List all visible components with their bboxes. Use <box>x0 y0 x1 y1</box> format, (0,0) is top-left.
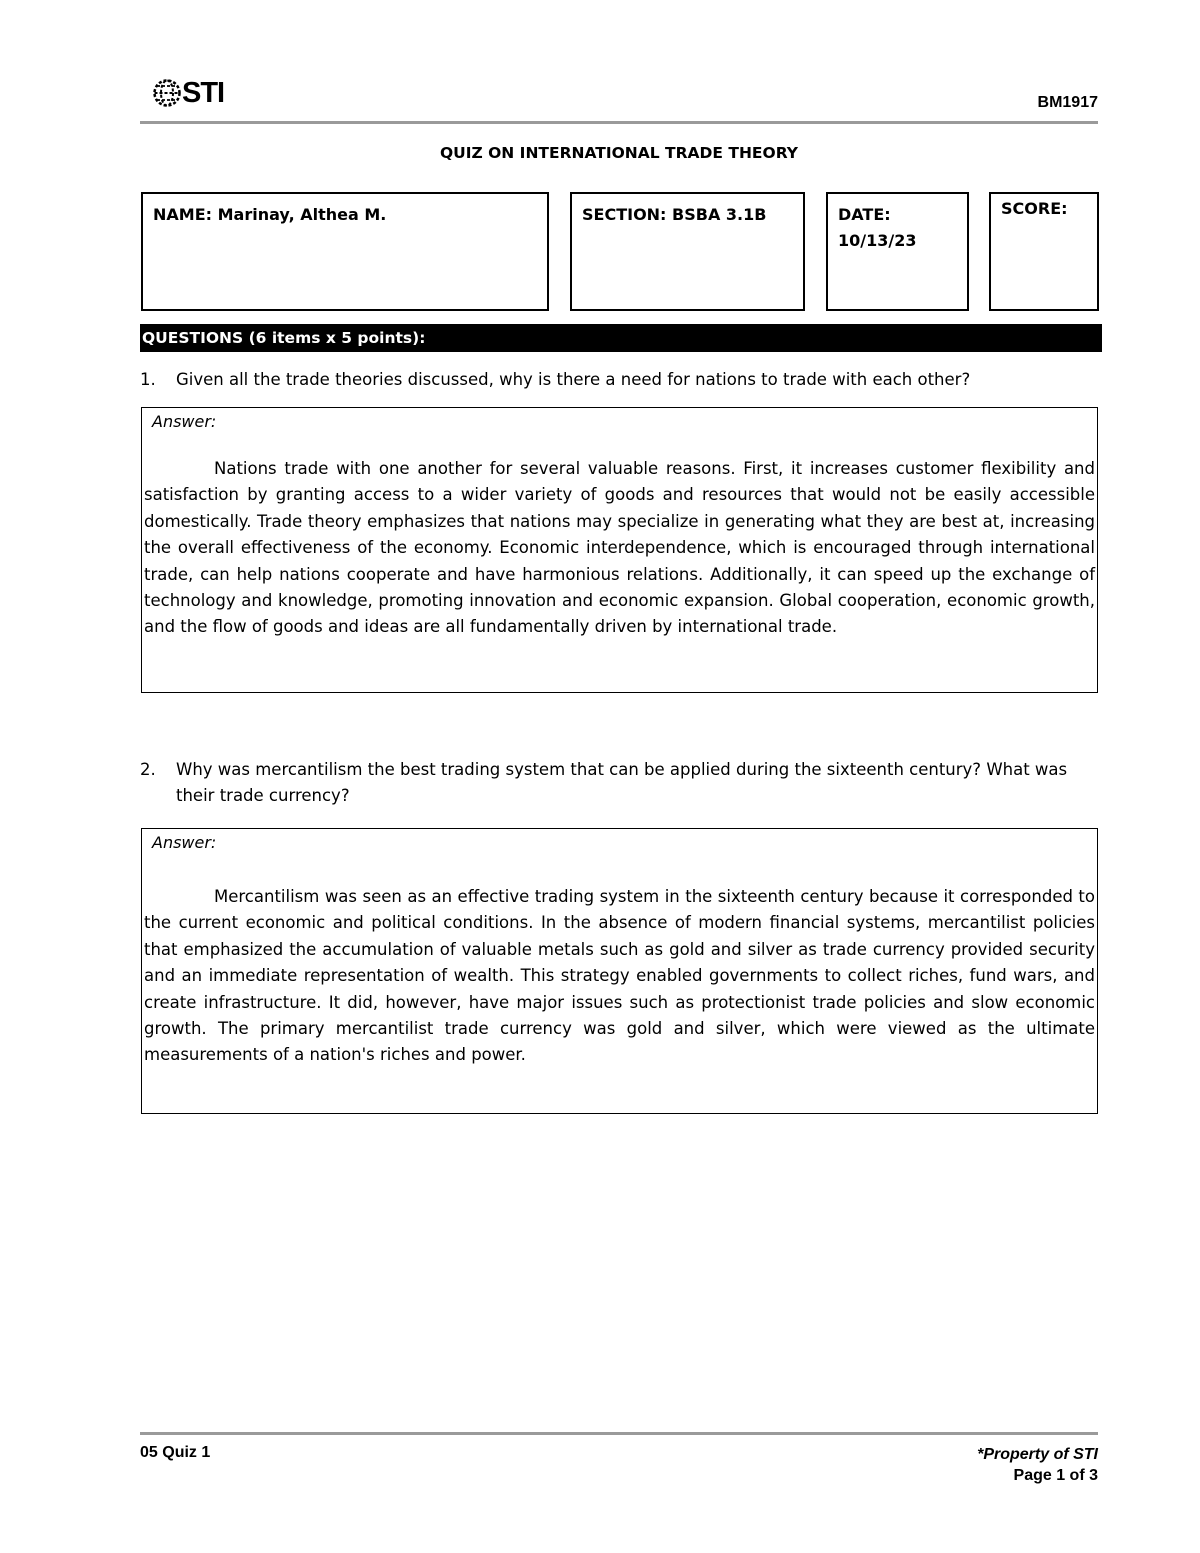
date-value: 10/13/23 <box>838 231 917 250</box>
property-notice: *Property of STI <box>977 1446 1098 1463</box>
section-box[interactable] <box>570 192 805 311</box>
date-box[interactable] <box>826 192 969 311</box>
footer-right <box>977 1444 1098 1486</box>
score-box[interactable] <box>989 192 1099 311</box>
question-1 <box>140 367 1098 393</box>
logo-text: STI <box>182 76 225 109</box>
answer-label: Answer: <box>152 412 217 431</box>
section-field: SECTION: BSBA 3.1B <box>582 205 767 224</box>
questions-header: QUESTIONS (6 items x 5 points): <box>140 324 1102 352</box>
question-number: 2. <box>140 760 156 779</box>
name-field: NAME: Marinay, Althea M. <box>153 205 387 224</box>
date-label: DATE: <box>838 205 891 224</box>
sti-logo <box>152 78 224 108</box>
footer-divider <box>140 1432 1098 1435</box>
score-label: SCORE: <box>1001 199 1068 218</box>
document-code: BM1917 <box>1037 94 1098 111</box>
question-text: Given all the trade theories discussed, why is there a need for nations to trade with each other? <box>176 370 971 389</box>
answer-text: Nations trade with one another for several valuable reasons. First, it increases customer flexibility and satisfaction by granting access to a wider variety of goods and resources that would not be easily accessible domestically. Trade theory emphasizes that nations may specialize in generating what they are best at, increasing the overall effectiveness of the economy. Economic interdependence, which is encouraged through international trade, can help nations cooperate and have harmonious relations. Additionally, it can speed up the exchange of technology and knowledge, promoting innovation and economic expansion. Global cooperation, economic growth, and the flow of goods and ideas are all fundamentally driven by international trade. <box>144 459 1095 637</box>
header-divider <box>140 121 1098 124</box>
page-title: QUIZ ON INTERNATIONAL TRADE THEORY <box>439 144 799 162</box>
answer-box-1[interactable] <box>141 407 1098 693</box>
answer-text: Mercantilism was seen as an effective trading system in the sixteenth century because it corresponded to the current economic and political conditions. In the absence of modern financial systems, mercantilist policies that emphasized the accumulation of valuable metals such as gold and silver as trade currency provided security and an immediate representation of wealth. This strategy enabled governments to collect riches, fund wars, and create infrastructure. It did, however, have major issues such as protectionist trade policies and slow economic growth. The primary mercantilist trade currency was gold and silver, which were viewed as the ultimate measurements of a nation's riches and power. <box>144 887 1095 1065</box>
globe-icon <box>152 78 182 108</box>
page-number: Page 1 of 3 <box>1013 1467 1098 1484</box>
question-number: 1. <box>140 370 156 389</box>
footer-quiz-label: 05 Quiz 1 <box>140 1444 211 1461</box>
question-2 <box>140 757 1098 809</box>
answer-box-2[interactable] <box>141 828 1098 1114</box>
question-text: Why was mercantilism the best trading system that can be applied during the sixteenth century? What was their trade currency? <box>176 760 1068 805</box>
answer-label: Answer: <box>152 833 217 852</box>
name-box[interactable] <box>141 192 549 311</box>
